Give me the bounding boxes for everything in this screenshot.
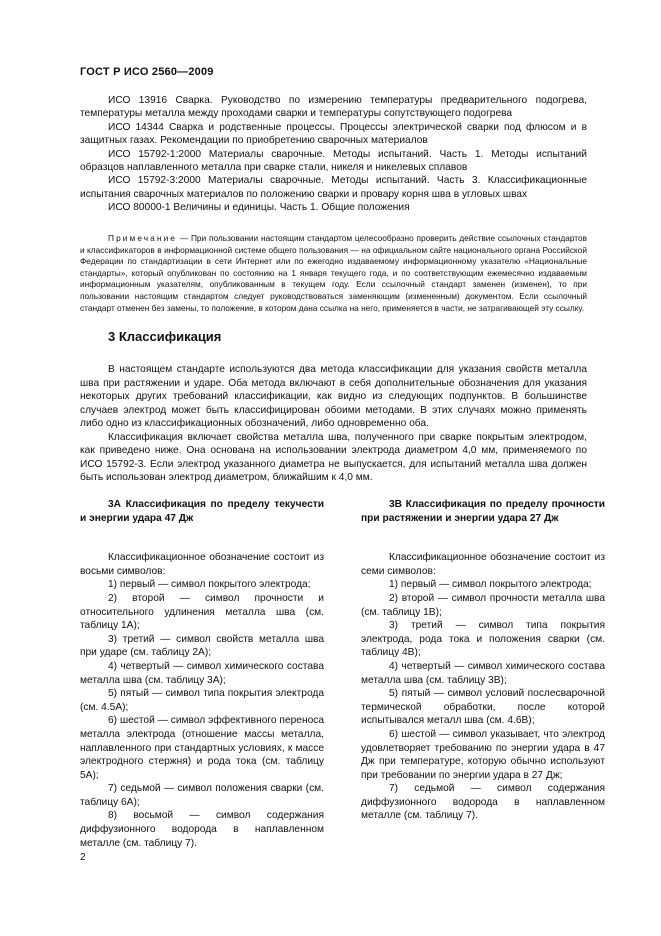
page-number: 2: [80, 852, 86, 863]
intro-paragraph: Классификация включает свойства металла шва, полученного при сварке покрытым электродом, как приведено ниже. Она основана на использовании электрода диаметром 4,0 мм, применяемого по ИСО 15792-3. Если электрод указанного диаметра не выпускается, для испытаний металла шва должен быть использован электрод диаметром, ближайшим к 4,0 мм.: [80, 431, 587, 483]
reference-item: ИСО 14344 Сварка и родственные процессы. Процессы электрической сварки под флюсом и в защитных газах. Рекомендации по приобретению сварочных материалов: [80, 121, 587, 147]
list-item: 7) седьмой — символ положения сварки (см. таблицу 6А);: [80, 783, 324, 808]
note-block: [80, 233, 587, 314]
lead-text: Классификационное обозначение состоит из восьми символов:: [80, 552, 324, 577]
list-item: 4) четвертый — символ химического состава металла шва (см. таблицу 3А);: [80, 660, 324, 686]
reference-item: ИСО 15792-3:2000 Материалы сварочные. Методы испытаний. Часть 3. Классификационные испытания сварочных материалов по положению сварки и провару корня шва в угловых швах: [80, 175, 587, 200]
list-item: 2) второй — символ прочности металла шва (см. таблицу 1В);: [361, 592, 605, 618]
reference-item: ИСО 13916 Сварка. Руководство по измерению температуры предварительного подогрева, температуры металла между проходами сварки и температуры сопутствующего подогрева: [80, 95, 587, 120]
subsection-heading-3b: 3В Классификация по пределу прочности при растяжении и энергии удара 27 Дж: [361, 499, 605, 524]
document-header: ГОСТ Р ИСО 2560—2009: [80, 66, 214, 78]
reference-item: ИСО 80000-1 Величины и единицы. Часть 1. Общие положения: [108, 202, 410, 214]
list-item: 3) третий — символ свойств металла шва при ударе (см. таблицу 2А);: [80, 633, 324, 659]
section-intro: [80, 363, 587, 485]
reference-item: ИСО 15792-1:2000 Материалы сварочные. Методы испытаний. Часть 1. Методы испытаний образцов наплавленного металла при сварке стали, никеля и никелевых сплавов: [80, 148, 587, 174]
list-item: 3) третий — символ типа покрытия электрода, рода тока и положения сварки (см. таблицу 4В);: [361, 620, 605, 659]
normative-references: [80, 94, 587, 215]
list-item: 4) четвертый — символ химического состава металла шва (см. таблицу 3В);: [361, 660, 605, 686]
note-label: Примечание: [108, 233, 178, 243]
list-item: 7) седьмой — символ содержания диффузионного водорода в наплавленном металле (см. таблицу 7).: [361, 783, 605, 822]
list-item: 6) шестой — символ указывает, что электрод удовлетворяет требованию по энергии удара в 47 Дж при температуре, которую обычно используют при требовании по энергии удара в 27 Дж;: [361, 728, 605, 781]
section-heading: 3 Классификация: [108, 329, 222, 344]
list-item: 8) восьмой — символ содержания диффузионного водорода в наплавленном металле (см. таблицу 7).: [80, 810, 324, 849]
left-column: [80, 498, 324, 850]
list-item: 1) первый — символ покрытого электрода;: [389, 579, 592, 591]
note-text: — При пользовании настоящим стандартом целесообразно проверить действие ссылочных стандартов и классификаторов в информационной системе общего пользования — на официальном сайте национального органа Российской Федерации по стандартизации в сети Интернет или по ежегодно издаваемому информационному указателю «Национальные стандарты», который опубликован по состоянию на 1 января текущего года, и по соответствующим ежемесячно издаваемым информационным указателям, опубликованным в текущем году. Если ссылочный стандарт заменен (изменен), то при пользовании настоящим стандартом следует руководствоваться заменяющим (измененным) документом. Если ссылочный стандарт отменен без замены, то положение, в котором дана ссылка на него, применяется в части, не затрагивающей эту ссылку.: [80, 233, 587, 313]
intro-paragraph: В настоящем стандарте используются два метода классификации для указания свойств металла шва при растяжении и ударе. Оба метода включают в себя дополнительные обозначения для указания некоторых других требований классификации, как видно из следующих подпунктов. В большинстве случаев электрод может быть классифицирован обоими методами. В этих случаях можно применять либо одно из классификационных обозначений, либо одновременно оба.: [80, 364, 587, 429]
list-item: 1) первый — символ покрытого электрода;: [108, 579, 311, 591]
subsection-heading-3a: 3А Классификация по пределу текучести и энергии удара 47 Дж: [80, 499, 324, 524]
list-item: 5) пятый — символ условий послесварочной термической обработки, после которой испытывался металл шва (см. 4.6В);: [361, 688, 605, 727]
list-item: 5) пятый — символ типа покрытия электрода (см. 4.5А);: [80, 688, 324, 713]
right-column: [361, 498, 605, 823]
lead-text: Классификационное обозначение состоит из семи символов:: [361, 552, 605, 577]
list-item: 2) второй — символ прочности и относительного удлинения металла шва (см. таблицу 1А);: [80, 592, 324, 632]
list-item: 6) шестой — символ эффективного переноса металла электрода (отношение массы металла, наплавленного при стандартных условиях, к массе электродного стержня) и рода тока (см. таблицу 5А);: [80, 715, 324, 781]
